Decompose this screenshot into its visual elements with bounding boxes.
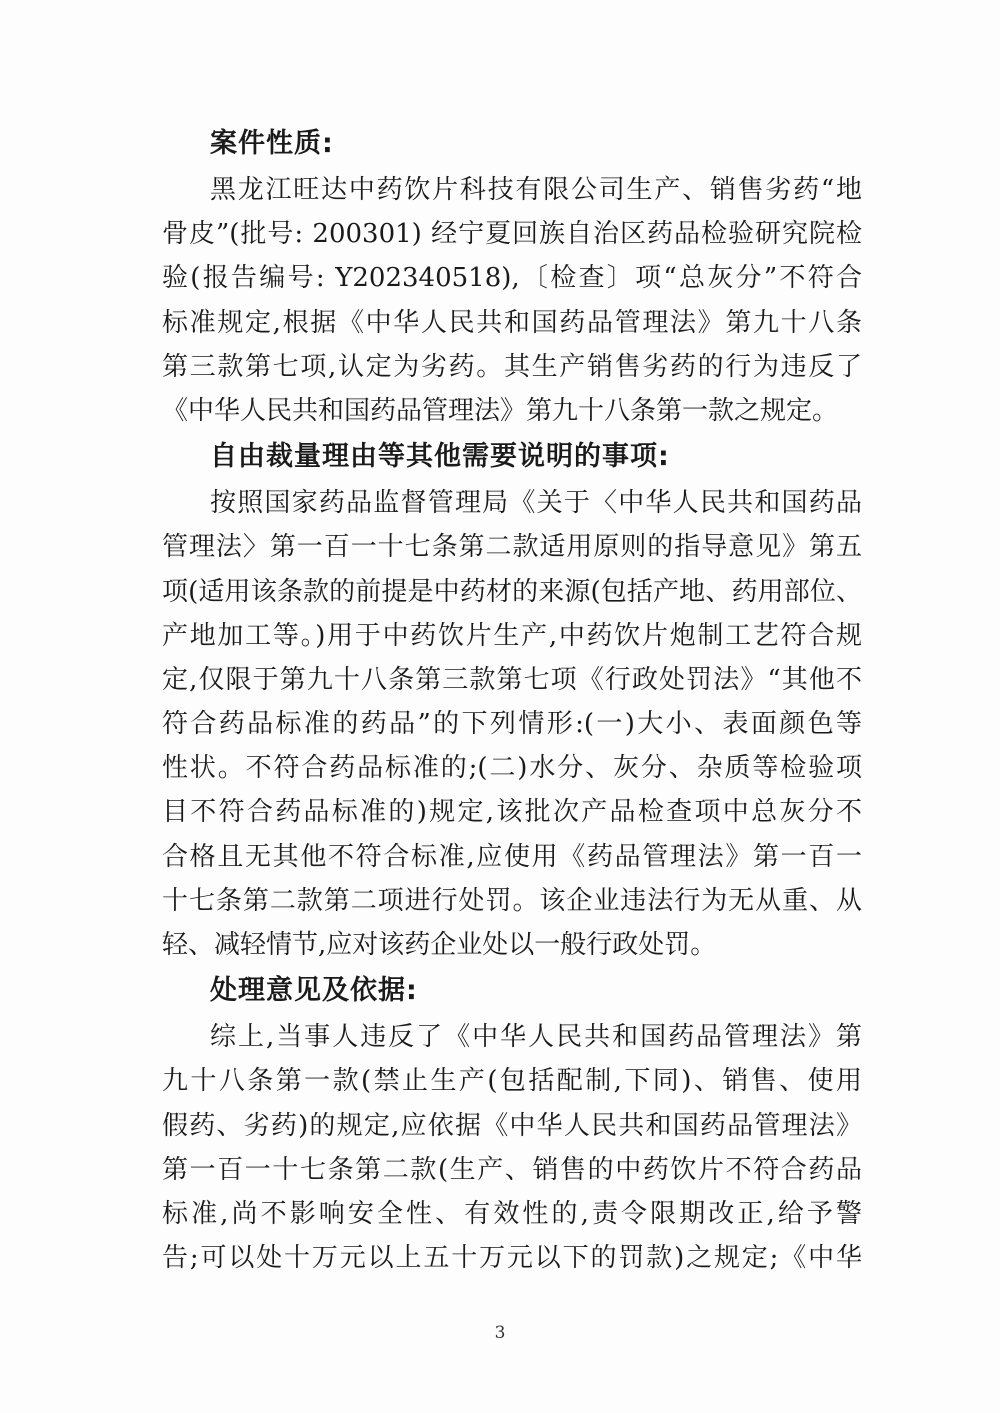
paragraph-line: 九十八条第一款(禁止生产(包括配制,下同)、销售、使用: [162, 1066, 862, 1097]
paragraph-line: 项(适用该条款的前提是中药材的来源(包括产地、药用部位、: [162, 576, 862, 607]
paragraph-line: 验(报告编号: Y202340518),〔检查〕项“总灰分”不符合: [162, 263, 862, 294]
paragraph-line: 性状。不符合药品标准的;(二)水分、灰分、杂质等检验项: [162, 753, 862, 784]
paragraph-line: 假药、劣药)的规定,应依据《中华人民共和国药品管理法》: [162, 1110, 862, 1141]
paragraph-line: 十七条第二款第二项进行处罚。该企业违法行为无从重、从: [162, 885, 862, 916]
document-body: [162, 120, 862, 1280]
paragraph-discretion: [162, 481, 862, 967]
paragraph-line: 产地加工等。)用于中药饮片生产,中药饮片炮制工艺符合规: [162, 620, 862, 651]
paragraph-line: 符合药品标准的药品”的下列情形:(一)大小、表面颜色等: [162, 709, 862, 740]
section-heading-opinion: 处理意见及依据:: [210, 975, 418, 1007]
paragraph-line: 第一百一十七条第二款(生产、销售的中药饮片不符合药品: [162, 1154, 862, 1185]
paragraph-line: 告;可以处十万元以上五十万元以下的罚款)之规定;《中华: [162, 1243, 862, 1274]
paragraph-line: 综上,当事人违反了《中华人民共和国药品管理法》第: [210, 1022, 862, 1053]
paragraph-line: 《中华人民共和国药品管理法》第九十八条第一款之规定。: [162, 395, 839, 426]
paragraph-case-nature: [162, 168, 862, 433]
paragraph-line: 骨皮”(批号: 200301) 经宁夏回族自治区药品检验研究院检: [162, 219, 862, 250]
paragraph-line: 定,仅限于第九十八条第三款第七项《行政处罚法》“其他不: [162, 664, 862, 695]
paragraph-line: 第三款第七项,认定为劣药。其生产销售劣药的行为违反了: [162, 351, 862, 382]
section-heading-case-nature: 案件性质:: [210, 128, 334, 159]
paragraph-line: 管理法〉第一百一十七条第二款适用原则的指导意见》第五: [162, 532, 862, 563]
paragraph-line: 目不符合药品标准的)规定,该批次产品检查项中总灰分不: [162, 797, 862, 828]
paragraph-line: 按照国家药品监督管理局《关于〈中华人民共和国药品: [210, 488, 862, 519]
paragraph-line: 标准规定,根据《中华人民共和国药品管理法》第九十八条: [162, 307, 862, 338]
paragraph-line: 合格且无其他不符合标准,应使用《药品管理法》第一百一: [162, 841, 862, 872]
paragraph-line: 标准,尚不影响安全性、有效性的,责令限期改正,给予警: [162, 1198, 862, 1229]
paragraph-line: 黑龙江旺达中药饮片科技有限公司生产、销售劣药“地: [210, 175, 862, 205]
paragraph-line: 轻、减轻情节,应对该药企业处以一般行政处罚。: [162, 930, 717, 960]
page-number: 3: [494, 1323, 506, 1343]
paragraph-opinion: [162, 1015, 862, 1280]
section-heading-discretion: 自由裁量理由等其他需要说明的事项:: [210, 441, 670, 473]
